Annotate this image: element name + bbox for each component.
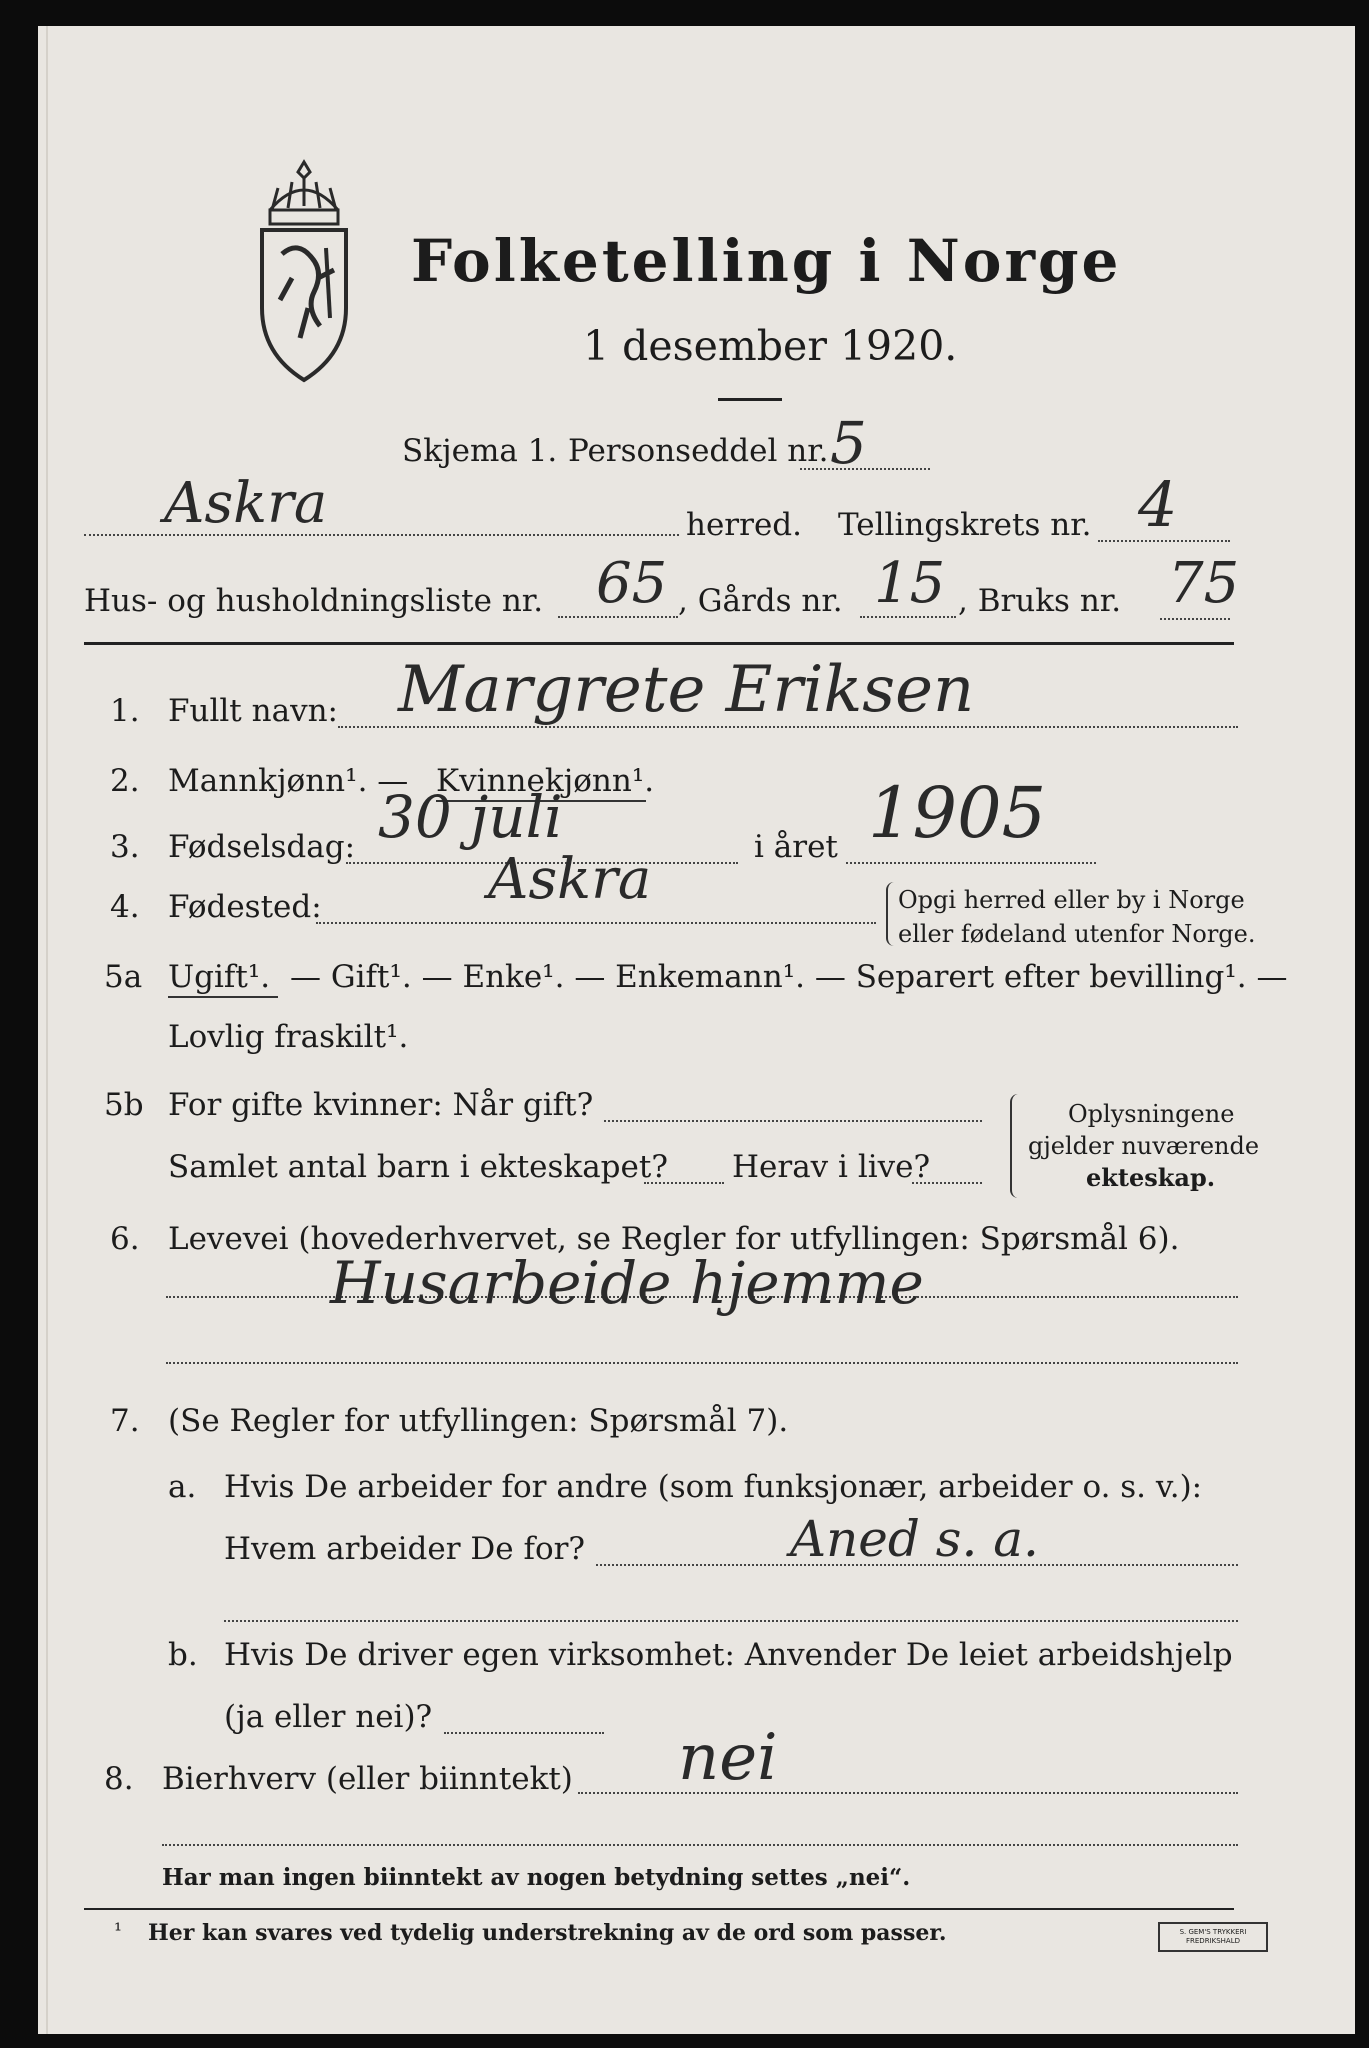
footer-separator (84, 1908, 1234, 1910)
header-separator (84, 642, 1234, 645)
q1-value[interactable]: Margrete Eriksen (398, 653, 975, 727)
printer-stamp-line2: FREDRIKSHALD (1185, 1937, 1240, 1945)
q5b-married-line (604, 1120, 982, 1122)
q5a-ugift[interactable]: Ugift¹. (168, 959, 271, 995)
gards-label: , Gårds nr. (678, 583, 843, 619)
q5a-options[interactable]: — Gift¹. — Enke¹. — Enkemann¹. — Separert efter bevilling¹. — (290, 959, 1288, 995)
q5b-line2: Samlet antal barn i ekteskapet? (168, 1149, 668, 1185)
gards-line (860, 616, 956, 618)
q7a-line2-blank (224, 1620, 1238, 1622)
herred-value[interactable]: Askra (164, 471, 328, 536)
tellingskrets-value[interactable]: 4 (1138, 468, 1178, 541)
q6-value[interactable]: Husarbeide hjemme (330, 1249, 924, 1317)
q5b-note1: Oplysningene (1068, 1100, 1235, 1128)
q4-note-line1: Opgi herred eller by i Norge (898, 886, 1245, 914)
q8-label: Bierhverv (eller biinntekt) (162, 1761, 573, 1797)
q4-note-brace (886, 882, 896, 946)
printer-stamp-line1: S. GEM'S TRYKKERI (1179, 1928, 1247, 1936)
q7a-line2: Hvem arbeider De for? (224, 1531, 586, 1567)
title-divider (718, 398, 782, 401)
q2-male: Mannkjønn¹. — (168, 763, 409, 799)
q7b-letter: b. (168, 1637, 198, 1673)
q4-line (316, 922, 876, 924)
form-title: Folketelling i Norge (411, 227, 1122, 295)
q7-number: 7. (110, 1403, 140, 1439)
q7a-line1: Hvis De arbeider for andre (som funksjonær, arbeider o. s. v.): (224, 1469, 1203, 1505)
q8-value[interactable]: nei (678, 1721, 778, 1795)
q3-day-value[interactable]: 30 juli (378, 783, 563, 851)
q4-label: Fødested: (168, 889, 322, 925)
norwegian-coat-of-arms-icon (248, 158, 360, 388)
q4-number: 4. (110, 889, 140, 925)
hus-line (558, 616, 678, 618)
q7a-value[interactable]: Aned s. a. (790, 1510, 1039, 1568)
q6-line2 (166, 1362, 1238, 1364)
q3-year-label: i året (754, 829, 838, 865)
q7-label: (Se Regler for utfyllingen: Spørsmål 7). (168, 1403, 789, 1439)
q7b-line1: Hvis De driver egen virksomhet: Anvender De leiet arbeidshjelp (224, 1637, 1233, 1673)
bruks-line (1160, 618, 1230, 620)
q5b-alive-line (912, 1182, 982, 1184)
q2-female[interactable]: Kvinnekjønn¹. (436, 763, 655, 799)
q6-label: Levevei (hovederhvervet, se Regler for utfyllingen: Spørsmål 6). (168, 1221, 1180, 1257)
hus-value[interactable]: 65 (596, 551, 668, 616)
q5b-herav: Herav i live? (732, 1149, 931, 1185)
q4-value[interactable]: Askra (488, 847, 652, 912)
q1-number: 1. (110, 693, 140, 729)
q7a-letter: a. (168, 1469, 197, 1505)
census-form-page (38, 26, 1355, 2034)
q7b-line2: (ja eller nei)? (224, 1699, 433, 1735)
q3-year-line (846, 862, 1096, 864)
footer-note: Har man ingen biinntekt av nogen betydning settes „nei“. (162, 1864, 911, 1891)
footnote-mark: ¹ (114, 1918, 123, 1942)
q3-number: 3. (110, 829, 140, 865)
q5a-ugift-underline (168, 996, 278, 998)
bruks-label: , Bruks nr. (958, 583, 1122, 619)
q5b-children-line (644, 1182, 724, 1184)
q4-note-line2: eller fødeland utenfor Norge. (898, 920, 1256, 948)
q5a-number: 5a (104, 959, 143, 995)
q8-line (578, 1792, 1238, 1794)
printer-stamp (1158, 1922, 1268, 1952)
q7b-line (444, 1732, 604, 1734)
schema-label: Skjema 1. (402, 433, 558, 469)
tellingskrets-label: Tellingskrets nr. (838, 507, 1092, 543)
q5b-note2: gjelder nuværende (1028, 1132, 1260, 1160)
q5b-number: 5b (104, 1087, 144, 1123)
personseddel-value[interactable]: 5 (830, 409, 867, 477)
herred-label: herred. (686, 507, 802, 543)
gards-value[interactable]: 15 (874, 551, 946, 616)
q5b-line1: For gifte kvinner: Når gift? (168, 1087, 594, 1123)
q5b-note3: ekteskap. (1086, 1163, 1216, 1192)
q2-number: 2. (110, 763, 140, 799)
hus-label: Hus- og husholdningsliste nr. (84, 583, 544, 619)
footnote-text: Her kan svares ved tydelig understrekning av de ord som passer. (148, 1920, 947, 1946)
q3-year-value[interactable]: 1905 (868, 772, 1047, 854)
q6-number: 6. (110, 1221, 140, 1257)
q1-label: Fullt navn: (168, 693, 338, 729)
census-date: 1 desember 1920. (583, 322, 958, 370)
q5a-line2[interactable]: Lovlig fraskilt¹. (168, 1019, 409, 1055)
paper-crease (46, 26, 48, 2034)
q3-label: Fødselsdag: (168, 829, 356, 865)
q5b-note-brace (1010, 1094, 1020, 1198)
q8-number: 8. (104, 1761, 134, 1797)
q8-line2 (162, 1844, 1238, 1846)
personseddel-label: Personseddel nr. (568, 433, 829, 469)
bruks-value[interactable]: 75 (1168, 551, 1240, 616)
